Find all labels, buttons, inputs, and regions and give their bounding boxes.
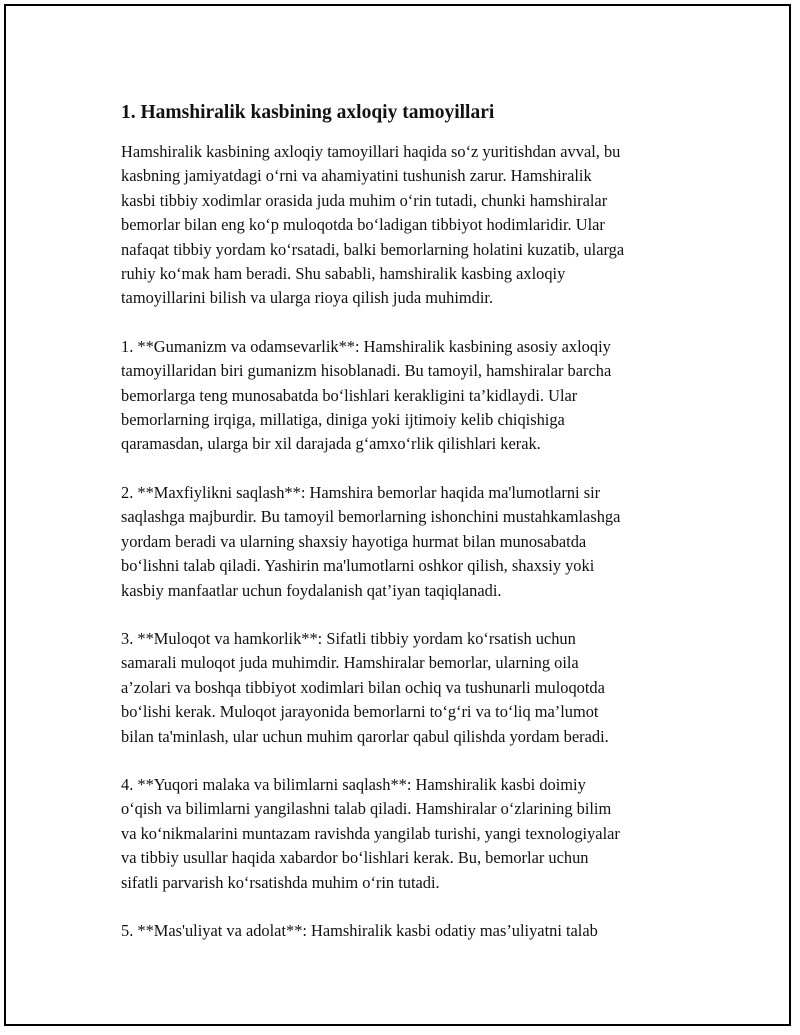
text-line: sifatli parvarish ko‘rsatishda muhim o‘rin tutadi. <box>121 872 440 892</box>
document-body <box>121 100 701 967</box>
text-line: bilan ta'minlash, ular uchun muhim qarorlar qabul qilishda yordam beradi. <box>121 726 609 746</box>
text-line: o‘qish va bilimlarni yangilashni talab qiladi. Hamshiralar o‘zlarining bilim <box>121 799 612 819</box>
text-line: 4. **Yuqori malaka va bilimlarni saqlash**: Hamshiralik kasbi doimiy <box>121 774 586 794</box>
text-line: nafaqat tibbiy yordam ko‘rsatadi, balki bemorlarning holatini kuzatib, ularga <box>121 239 625 259</box>
text-line: bemorlarga teng munosabatda bo‘lishlari kerakligini ta’kidlaydi. Ular <box>121 385 578 405</box>
principle-paragraph <box>121 335 701 457</box>
text-line: bemorlarning irqiga, millatiga, diniga yoki ijtimoiy kelib chiqishiga <box>121 410 565 430</box>
text-line: samarali muloqot juda muhimdir. Hamshiralar bemorlar, ularning oila <box>121 653 579 673</box>
text-line: va ko‘nikmalarini muntazam ravishda yangilab turishi, yangi texnologiyalar <box>121 823 620 843</box>
text-line: Hamshiralik kasbining axloqiy tamoyillari haqida so‘z yuritishdan avval, bu <box>121 142 621 161</box>
principle-paragraph <box>121 919 701 943</box>
text-line: ruhiy ko‘mak ham beradi. Shu sababli, hamshiralik kasbing axloqiy <box>121 264 566 284</box>
principle-paragraph <box>121 773 701 895</box>
text-line: a’zolari va boshqa tibbiyot xodimlari bilan ochiq va tushunarli muloqotda <box>121 677 605 697</box>
text-line: 2. **Maxfiylikni saqlash**: Hamshira bemorlar haqida ma'lumotlarni sir <box>121 482 601 502</box>
text-line: va tibbiy usullar haqida xabardor bo‘lishlari kerak. Bu, bemorlar uchun <box>121 848 589 868</box>
principle-paragraph <box>121 627 701 749</box>
text-line: bo‘lishni talab qiladi. Yashirin ma'lumotlarni oshkor qilish, shaxsiy yoki <box>121 556 595 576</box>
principle-paragraph <box>121 481 701 603</box>
page-frame <box>4 4 791 1026</box>
text-line: 5. **Mas'uliyat va adolat**: Hamshiralik kasbi odatiy mas’uliyatni talab <box>121 920 598 940</box>
intro-paragraph <box>121 140 701 311</box>
text-line: kasbi tibbiy xodimlar orasida juda muhim o‘rin tutadi, chunki hamshiralar <box>121 190 608 210</box>
section-heading: 1. Hamshiralik kasbining axloqiy tamoyillari <box>121 102 495 123</box>
text-line: yordam beradi va ularning shaxsiy hayotiga hurmat bilan munosabatda <box>121 531 587 551</box>
text-line: bo‘lishi kerak. Muloqot jarayonida bemorlarni to‘g‘ri va to‘liq ma’lumot <box>121 702 599 722</box>
text-line: kasbiy manfaatlar uchun foydalanish qat’iyan taqiqlanadi. <box>121 580 502 600</box>
text-line: saqlashga majburdir. Bu tamoyil bemorlarning ishonchini mustahkamlashga <box>121 507 621 527</box>
text-line: kasbning jamiyatdagi o‘rni va ahamiyatini tushunish zarur. Hamshiralik <box>121 166 592 186</box>
text-line: bemorlar bilan eng ko‘p muloqotda bo‘ladigan tibbiyot hodimlaridir. Ular <box>121 215 605 235</box>
text-line: tamoyillaridan biri gumanizm hisoblanadi. Bu tamoyil, hamshiralar barcha <box>121 361 612 381</box>
paragraph-list <box>121 140 701 943</box>
text-line: qaramasdan, ularga bir xil darajada g‘amxo‘rlik qilishlari kerak. <box>121 434 541 454</box>
text-line: 3. **Muloqot va hamkorlik**: Sifatli tibbiy yordam ko‘rsatish uchun <box>121 628 576 648</box>
text-line: 1. **Gumanizm va odamsevarlik**: Hamshiralik kasbining asosiy axloqiy <box>121 336 611 356</box>
text-line: tamoyillarini bilish va ularga rioya qilish juda muhimdir. <box>121 288 494 308</box>
